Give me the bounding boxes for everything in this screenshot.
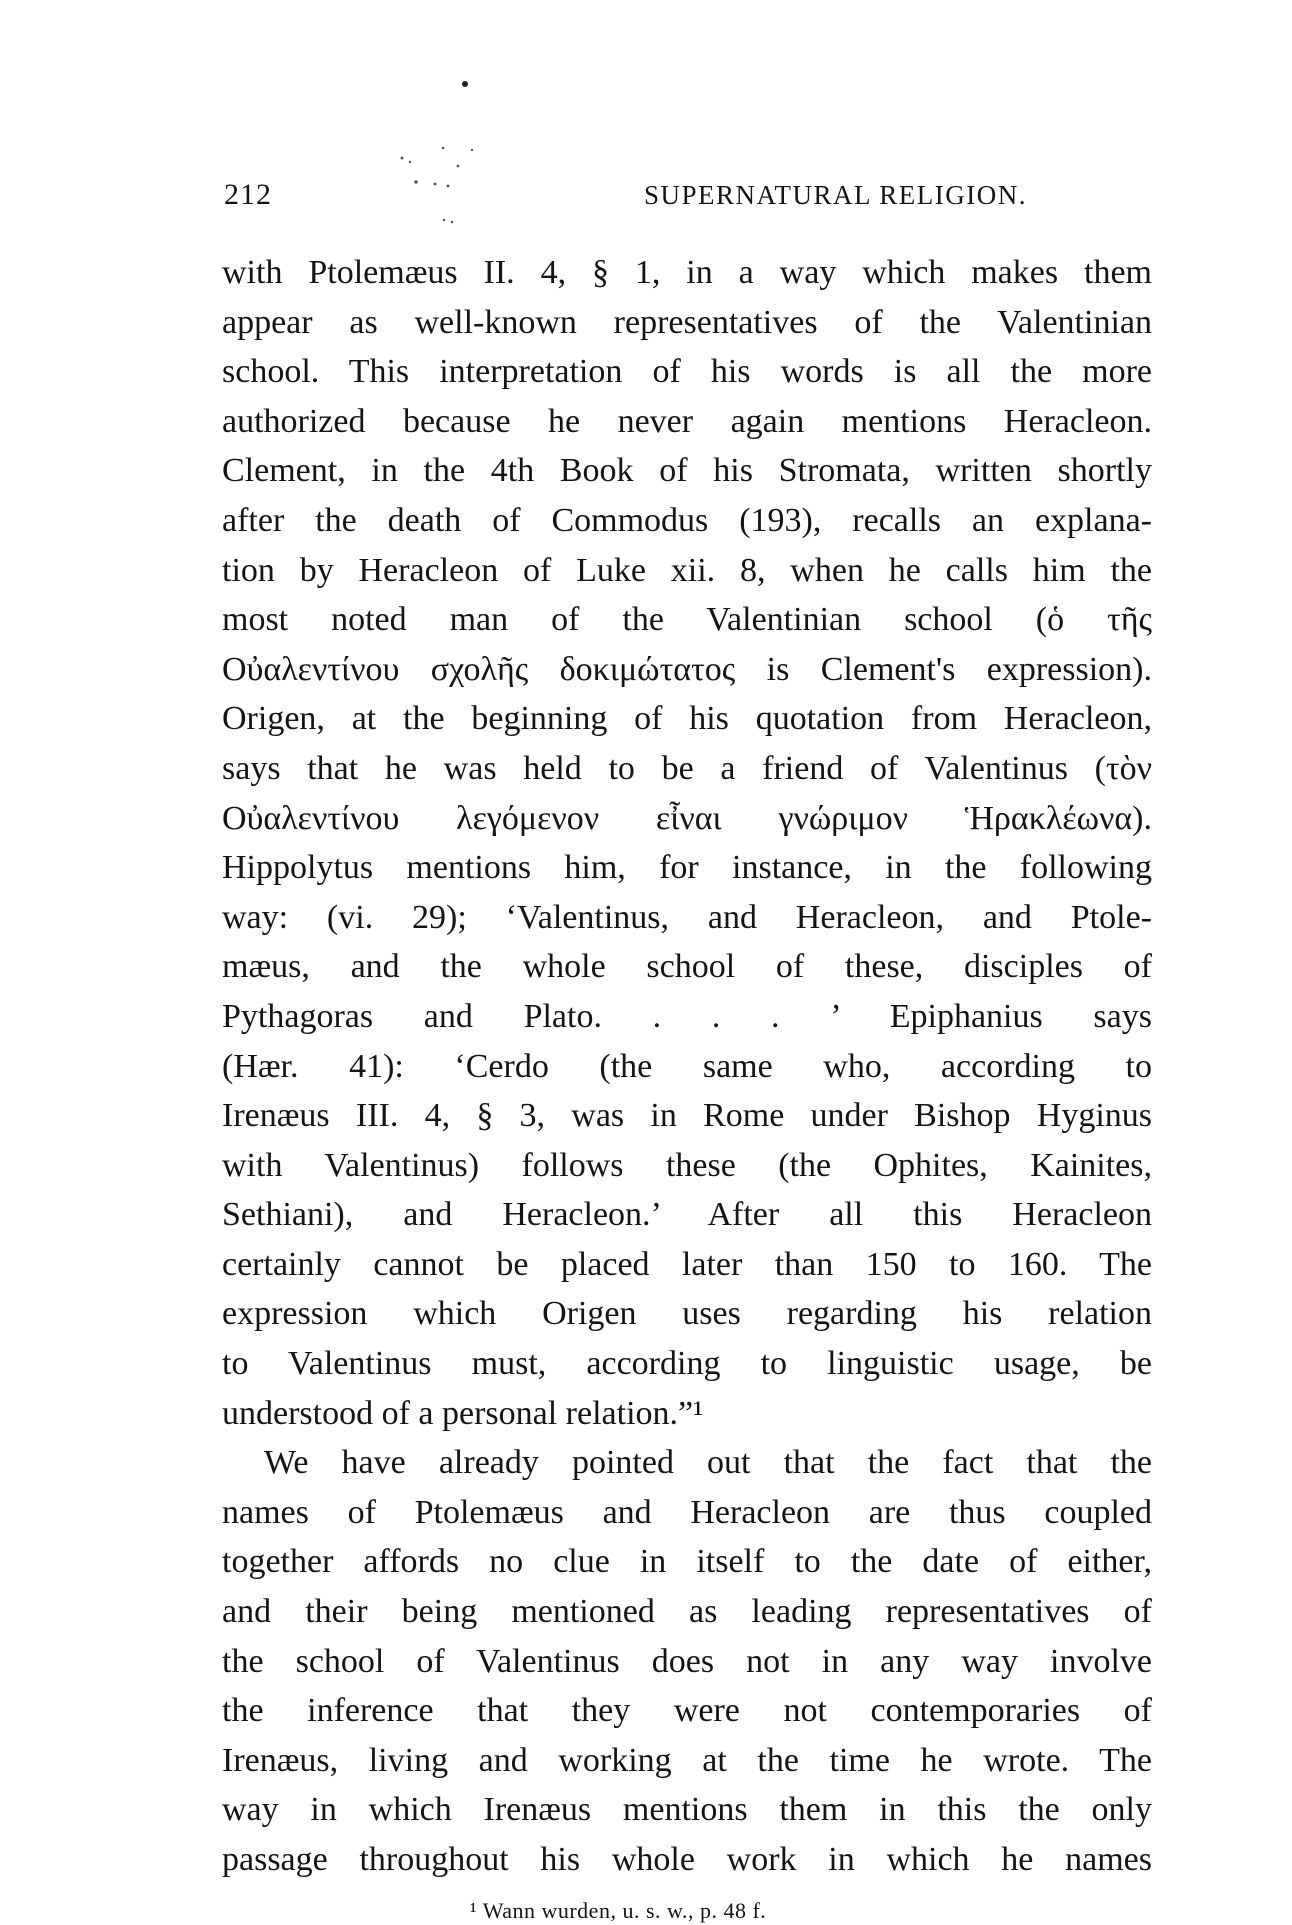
text-line: tion by Heracleon of Luke xii. 8, when he calls him the [222, 551, 1152, 589]
text-line: most noted man of the Valentinian school (ὁ τῆς [222, 601, 1152, 639]
text-line: Hippolytus mentions him, for instance, in the following [222, 849, 1152, 887]
text-line: We have already pointed out that the fact that the [264, 1444, 1152, 1482]
text-line: Irenæus III. 4, § 3, was in Rome under Bishop Hyginus [222, 1097, 1152, 1135]
text-line: school. This interpretation of his words is all the more [222, 353, 1152, 391]
text-line: Irenæus, living and working at the time he wrote. The [222, 1741, 1152, 1779]
text-line: Clement, in the 4th Book of his Stromata, written shortly [222, 452, 1152, 490]
text-line: Οὐαλεντίνου σχολῆς δοκιμώτατος is Clement's expression). [222, 650, 1152, 688]
text-line: Sethiani), and Heracleon.’ After all this Heracleon [222, 1196, 1152, 1234]
text-line: the school of Valentinus does not in any way involve [222, 1642, 1152, 1680]
text-line: to Valentinus must, according to linguistic usage, be [222, 1345, 1152, 1383]
text-line: understood of a personal relation.”¹ [222, 1394, 704, 1432]
text-line: the inference that they were not contemporaries of [222, 1692, 1152, 1730]
text-line: expression which Origen uses regarding his relation [222, 1295, 1152, 1333]
text-line: Origen, at the beginning of his quotation from Heracleon, [222, 700, 1152, 738]
text-line: Οὐαλεντίνου λεγόμενον εἶναι γνώριμον Ἡρακλέωνα). [222, 799, 1152, 837]
text-line: together affords no clue in itself to the date of either, [222, 1543, 1152, 1581]
text-line: (Hær. 41): ‘Cerdo (the same who, according to [222, 1047, 1152, 1085]
text-line: with Valentinus) follows these (the Ophites, Kainites, [222, 1146, 1152, 1184]
text-line: names of Ptolemæus and Heracleon are thus coupled [222, 1493, 1152, 1531]
text-line: way: (vi. 29); ‘Valentinus, and Heracleon, and Ptole- [222, 898, 1152, 936]
page-number: 212 [224, 178, 272, 211]
text-line: certainly cannot be placed later than 150 to 160. The [222, 1245, 1152, 1283]
text-line: Pythagoras and Plato. . . . ’ Epiphanius says [222, 997, 1152, 1035]
text-line: says that he was held to be a friend of Valentinus (τὸν [222, 749, 1152, 787]
body-text [222, 248, 1152, 1885]
footnote: ¹ Wann wurden, u. s. w., p. 48 f. [470, 1898, 767, 1923]
running-head [224, 178, 1154, 218]
text-line: way in which Irenæus mentions them in this the only [222, 1791, 1152, 1829]
text-line: mæus, and the whole school of these, disciples of [222, 948, 1152, 986]
text-line: passage throughout his whole work in which he names [222, 1841, 1152, 1878]
text-line: and their being mentioned as leading representatives of [222, 1593, 1152, 1631]
text-line: authorized because he never again mentions Heracleon. [222, 402, 1152, 440]
text-line: after the death of Commodus (193), recalls an explana- [222, 501, 1152, 539]
text-line: with Ptolemæus II. 4, § 1, in a way which makes them [222, 254, 1152, 291]
running-title: SUPERNATURAL RELIGION. [644, 180, 1027, 210]
text-line: appear as well-known representatives of the Valentinian [222, 303, 1152, 341]
